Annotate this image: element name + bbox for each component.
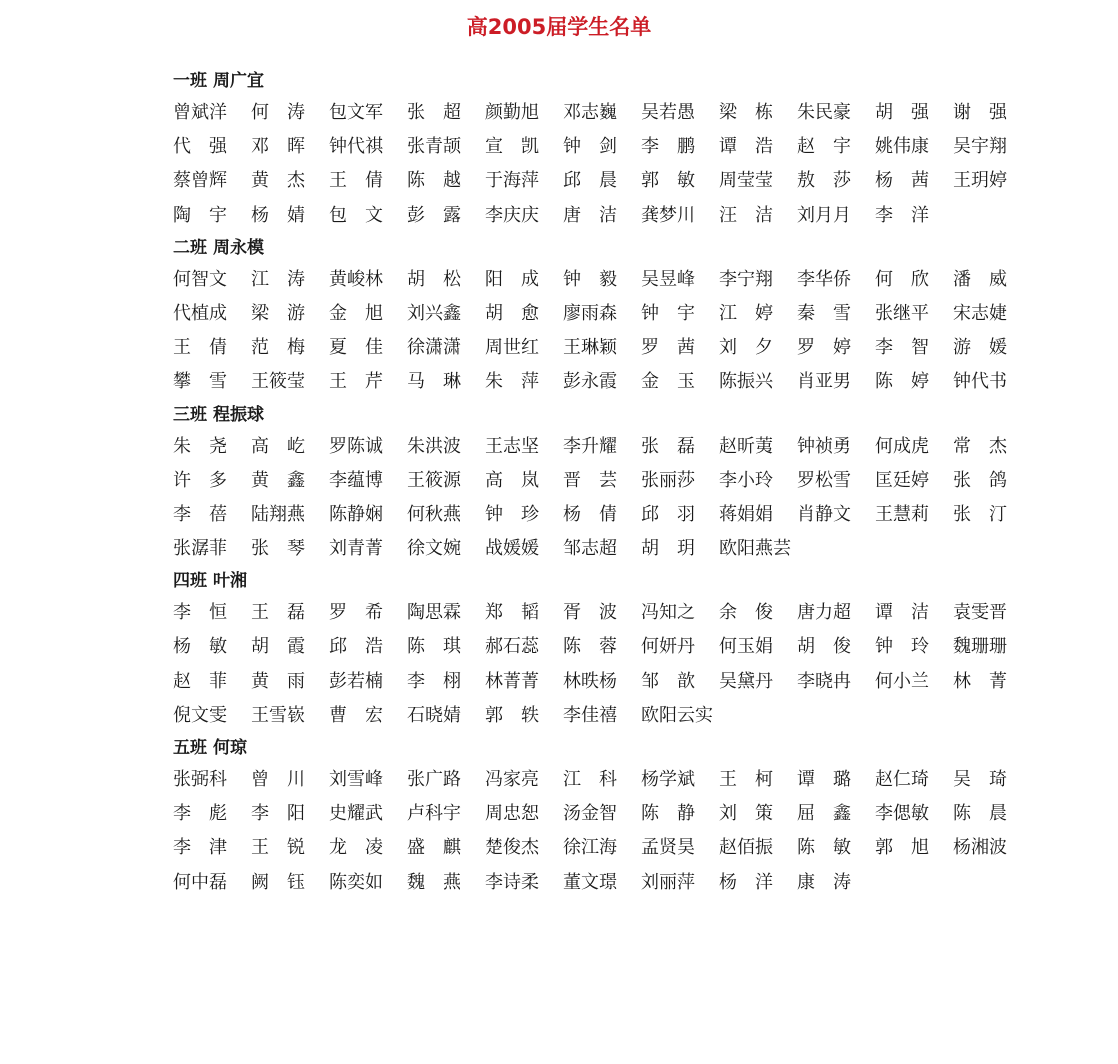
student-name: 朱 萍	[485, 371, 539, 393]
student-name: 颜勤旭	[485, 102, 539, 123]
class-name: 二班	[173, 237, 207, 258]
student-name: 何 涛	[251, 102, 305, 123]
student-name: 李庆庆	[485, 204, 539, 226]
student-name: 王 柯	[719, 769, 773, 790]
student-name: 何秋燕	[407, 503, 461, 525]
student-name: 胡 愈	[485, 302, 539, 324]
student-name: 胥 波	[563, 602, 617, 624]
student-name: 钟 宇	[641, 302, 695, 324]
student-name: 赵佰振	[719, 837, 773, 859]
student-name: 朱民豪	[797, 102, 851, 123]
student-name: 龚梦川	[641, 204, 695, 226]
student-name: 刘雪峰	[329, 769, 383, 790]
student-name: 李 洋	[875, 204, 929, 226]
student-name: 张弼科	[173, 769, 227, 790]
student-name: 彭若楠	[329, 670, 383, 692]
student-name: 张丽莎	[641, 469, 695, 491]
student-name: 王 锐	[251, 837, 305, 859]
student-name: 于海萍	[485, 170, 539, 192]
student-name: 蔡曾辉	[173, 170, 227, 192]
student-name: 晋 芸	[563, 469, 617, 491]
student-name: 李佳禧	[563, 704, 617, 726]
student-name: 朱 尧	[173, 435, 227, 457]
class-roster	[173, 66, 1073, 900]
student-name: 林 菁	[953, 670, 1007, 692]
student-name: 史耀武	[329, 803, 383, 825]
student-name: 范 梅	[251, 337, 305, 359]
student-name: 欧阳燕芸	[719, 538, 791, 560]
student-name-grid	[173, 763, 1031, 900]
student-name: 阙 钰	[251, 871, 305, 893]
student-name: 钟 珍	[485, 503, 539, 525]
student-name: 张 琴	[251, 538, 305, 560]
student-name: 邱 羽	[641, 503, 695, 525]
student-name: 邱 浩	[329, 636, 383, 658]
student-name: 曹 宏	[329, 704, 383, 726]
student-name: 杨 茜	[875, 170, 929, 192]
student-name: 敖 莎	[797, 170, 851, 192]
student-name: 何玉娟	[719, 636, 773, 658]
student-name: 李蕴博	[329, 469, 383, 491]
student-name: 赵仁琦	[875, 769, 929, 790]
student-name: 江 婷	[719, 302, 773, 324]
student-name: 林昳杨	[563, 670, 617, 692]
student-name: 徐潇潇	[407, 337, 461, 359]
student-name: 陶思霖	[407, 602, 461, 624]
student-name: 吴宇翔	[953, 136, 1007, 158]
student-name: 黄峻林	[329, 268, 383, 290]
student-name: 孟贤昊	[641, 837, 695, 859]
student-name: 张青颉	[407, 136, 461, 158]
student-name: 攀 雪	[173, 371, 227, 393]
student-name: 李诗柔	[485, 871, 539, 893]
student-name: 陶 宇	[173, 204, 227, 226]
student-name: 代植成	[173, 302, 227, 324]
student-name: 邱 晨	[563, 170, 617, 192]
class-name: 四班	[173, 571, 207, 592]
class-header	[173, 400, 1073, 430]
student-name: 何中磊	[173, 871, 227, 893]
class-teacher: 周永模	[213, 237, 264, 258]
student-name: 何小兰	[875, 670, 929, 692]
student-name: 周忠恕	[485, 803, 539, 825]
student-name: 冯家亮	[485, 769, 539, 790]
student-name: 谢 强	[953, 102, 1007, 123]
student-name: 王筱莹	[251, 371, 305, 393]
student-name: 郭 旭	[875, 837, 929, 859]
class-header	[173, 233, 1073, 263]
student-name: 钟代祺	[329, 136, 383, 158]
class-name: 一班	[173, 71, 207, 91]
student-name: 郝石蕊	[485, 636, 539, 658]
student-name: 王雪嵚	[251, 704, 305, 726]
student-name: 李 智	[875, 337, 929, 359]
student-name: 杨 婧	[251, 204, 305, 226]
student-name: 梁 游	[251, 302, 305, 324]
student-name: 陈振兴	[719, 371, 773, 393]
student-name: 江 科	[563, 769, 617, 790]
student-name: 徐文婉	[407, 538, 461, 560]
class-header	[173, 566, 1073, 596]
student-name: 魏珊珊	[953, 636, 1007, 658]
student-name: 徐江海	[563, 837, 617, 859]
student-name: 郑 韬	[485, 602, 539, 624]
student-name: 彭 露	[407, 204, 461, 226]
student-name: 黄 鑫	[251, 469, 305, 491]
student-name: 谭 璐	[797, 769, 851, 790]
student-name: 王 磊	[251, 602, 305, 624]
student-name: 陈静娴	[329, 503, 383, 525]
student-name: 张 汀	[953, 503, 1007, 525]
student-name: 李 彪	[173, 803, 227, 825]
student-name: 杨 敏	[173, 636, 227, 658]
student-name: 林菁菁	[485, 670, 539, 692]
student-name: 魏 燕	[407, 871, 461, 893]
student-name: 胡 松	[407, 268, 461, 290]
student-name: 刘兴鑫	[407, 302, 461, 324]
student-name: 陈奕如	[329, 871, 383, 893]
student-name: 罗 茜	[641, 337, 695, 359]
student-name: 李 蓓	[173, 503, 227, 525]
student-name: 肖亚男	[797, 371, 851, 393]
student-name: 陈 婷	[875, 371, 929, 393]
student-name: 胡 玥	[641, 538, 695, 560]
student-name: 王慧莉	[875, 503, 929, 525]
student-name: 邓 晖	[251, 136, 305, 158]
student-name: 罗 婷	[797, 337, 851, 359]
student-name: 潘 威	[953, 268, 1007, 290]
student-name: 钟代书	[953, 371, 1007, 393]
student-name: 金 旭	[329, 302, 383, 324]
student-name: 高 屹	[251, 435, 305, 457]
student-name: 黄 雨	[251, 670, 305, 692]
student-name: 王 倩	[173, 337, 227, 359]
student-name: 陆翔燕	[251, 503, 305, 525]
student-name: 金 玉	[641, 371, 695, 393]
page-title: 高2005届学生名单	[466, 15, 652, 39]
student-name: 康 涛	[797, 871, 851, 893]
student-name: 曾 川	[251, 769, 305, 790]
student-name: 陈 静	[641, 803, 695, 825]
student-name: 李 栩	[407, 670, 461, 692]
class-name: 三班	[173, 404, 207, 425]
student-name: 胡 霞	[251, 636, 305, 658]
student-name: 王筱源	[407, 469, 461, 491]
student-name: 唐 洁	[563, 204, 617, 226]
student-name: 倪文雯	[173, 704, 227, 726]
student-name: 王 芹	[329, 371, 383, 393]
student-name: 卢科宇	[407, 803, 461, 825]
student-name: 彭永霞	[563, 371, 617, 393]
student-name: 袁雯晋	[953, 602, 1007, 624]
student-name: 胡 俊	[797, 636, 851, 658]
class-teacher: 周广宜	[213, 71, 264, 91]
student-name: 李 津	[173, 837, 227, 859]
student-name: 赵昕荑	[719, 435, 773, 457]
student-name: 秦 雪	[797, 302, 851, 324]
student-name: 马 琳	[407, 371, 461, 393]
student-name: 屈 鑫	[797, 803, 851, 825]
student-name: 余 俊	[719, 602, 773, 624]
student-name: 陈 晨	[953, 803, 1007, 825]
student-name: 唐力超	[797, 602, 851, 624]
student-name: 黄 杰	[251, 170, 305, 192]
student-name: 包文军	[329, 102, 383, 123]
student-name: 邓志巍	[563, 102, 617, 123]
student-name: 钟 毅	[563, 268, 617, 290]
student-name: 杨 洋	[719, 871, 773, 893]
student-name: 周世红	[485, 337, 539, 359]
student-name: 王琳颖	[563, 337, 617, 359]
student-name: 罗陈诚	[329, 435, 383, 457]
student-name: 王玥婷	[953, 170, 1007, 192]
class-section	[173, 233, 1073, 400]
student-name: 朱洪波	[407, 435, 461, 457]
class-section	[173, 66, 1073, 233]
class-name: 五班	[173, 738, 207, 758]
student-name: 张潺菲	[173, 538, 227, 560]
student-name: 罗松雪	[797, 469, 851, 491]
student-name: 江 涛	[251, 268, 305, 290]
student-name: 陈 越	[407, 170, 461, 192]
student-name: 邹 歆	[641, 670, 695, 692]
student-name: 胡 强	[875, 102, 929, 123]
student-name: 高 岚	[485, 469, 539, 491]
class-header	[173, 66, 1073, 96]
student-name: 杨 倩	[563, 503, 617, 525]
student-name: 何 欣	[875, 268, 929, 290]
student-name: 盛 麒	[407, 837, 461, 859]
student-name: 匡廷婷	[875, 469, 929, 491]
student-name: 李 恒	[173, 602, 227, 624]
student-name: 杨湘波	[953, 837, 1007, 859]
student-name: 吴昱峰	[641, 268, 695, 290]
class-section	[173, 400, 1073, 567]
student-name: 常 杰	[953, 435, 1007, 457]
student-name: 刘 夕	[719, 337, 773, 359]
student-name: 陈 蓉	[563, 636, 617, 658]
class-teacher: 叶湘	[213, 571, 247, 592]
student-name: 夏 佳	[329, 337, 383, 359]
student-name: 李华侨	[797, 268, 851, 290]
student-name: 钟 玲	[875, 636, 929, 658]
student-name: 肖静文	[797, 503, 851, 525]
student-name: 何妍丹	[641, 636, 695, 658]
student-name: 阳 成	[485, 268, 539, 290]
class-section	[173, 733, 1073, 900]
student-name: 吴若愚	[641, 102, 695, 123]
student-name: 何成虎	[875, 435, 929, 457]
student-name: 赵 菲	[173, 670, 227, 692]
student-name-grid	[173, 96, 1031, 233]
student-name: 张 鸽	[953, 469, 1007, 491]
student-name: 姚伟康	[875, 136, 929, 158]
student-name: 欧阳云实	[641, 704, 713, 726]
student-name: 张 磊	[641, 435, 695, 457]
student-name: 李晓冉	[797, 670, 851, 692]
student-name-grid	[173, 430, 1031, 567]
student-name: 杨学斌	[641, 769, 695, 790]
student-name: 王志坚	[485, 435, 539, 457]
student-name: 战媛媛	[485, 538, 539, 560]
class-teacher: 程振球	[213, 404, 264, 425]
student-name: 许 多	[173, 469, 227, 491]
student-name: 李小玲	[719, 469, 773, 491]
student-name: 吴黛丹	[719, 670, 773, 692]
student-name: 汤金智	[563, 803, 617, 825]
student-name: 赵 宇	[797, 136, 851, 158]
student-name: 钟祯勇	[797, 435, 851, 457]
student-name: 刘月月	[797, 204, 851, 226]
student-name: 李 阳	[251, 803, 305, 825]
student-name: 冯知之	[641, 602, 695, 624]
student-name: 曾斌洋	[173, 102, 227, 123]
student-name: 代 强	[173, 136, 227, 158]
student-name: 宋志婕	[953, 302, 1007, 324]
student-name: 郭 轶	[485, 704, 539, 726]
student-name: 谭 洁	[875, 602, 929, 624]
student-name: 陈 敏	[797, 837, 851, 859]
student-name: 刘青菁	[329, 538, 383, 560]
student-name: 李 鹏	[641, 136, 695, 158]
student-name: 梁 栋	[719, 102, 773, 123]
student-name-grid	[173, 596, 1031, 733]
student-name: 廖雨森	[563, 302, 617, 324]
student-name: 石晓婧	[407, 704, 461, 726]
student-name: 蒋娟娟	[719, 503, 773, 525]
student-name: 钟 剑	[563, 136, 617, 158]
student-name-grid	[173, 263, 1031, 400]
student-name: 张广路	[407, 769, 461, 790]
student-name: 汪 洁	[719, 204, 773, 226]
class-header	[173, 733, 1073, 763]
student-name: 张 超	[407, 102, 461, 123]
student-name: 龙 凌	[329, 837, 383, 859]
student-name: 董文璟	[563, 871, 617, 893]
student-name: 刘 策	[719, 803, 773, 825]
student-name: 罗 希	[329, 602, 383, 624]
student-name: 宣 凯	[485, 136, 539, 158]
student-name: 楚俊杰	[485, 837, 539, 859]
class-section	[173, 566, 1073, 733]
student-name: 谭 浩	[719, 136, 773, 158]
student-name: 陈 琪	[407, 636, 461, 658]
student-name: 周莹莹	[719, 170, 773, 192]
student-name: 刘丽萍	[641, 871, 695, 893]
student-name: 李宁翔	[719, 268, 773, 290]
student-name: 包 文	[329, 204, 383, 226]
class-teacher: 何琼	[213, 738, 247, 758]
student-name: 邹志超	[563, 538, 617, 560]
student-name: 郭 敏	[641, 170, 695, 192]
student-name: 游 媛	[953, 337, 1007, 359]
student-name: 何智文	[173, 268, 227, 290]
student-name: 李升耀	[563, 435, 617, 457]
student-name: 吴 琦	[953, 769, 1007, 790]
student-name: 张继平	[875, 302, 929, 324]
student-name: 李偲敏	[875, 803, 929, 825]
student-name: 王 倩	[329, 170, 383, 192]
